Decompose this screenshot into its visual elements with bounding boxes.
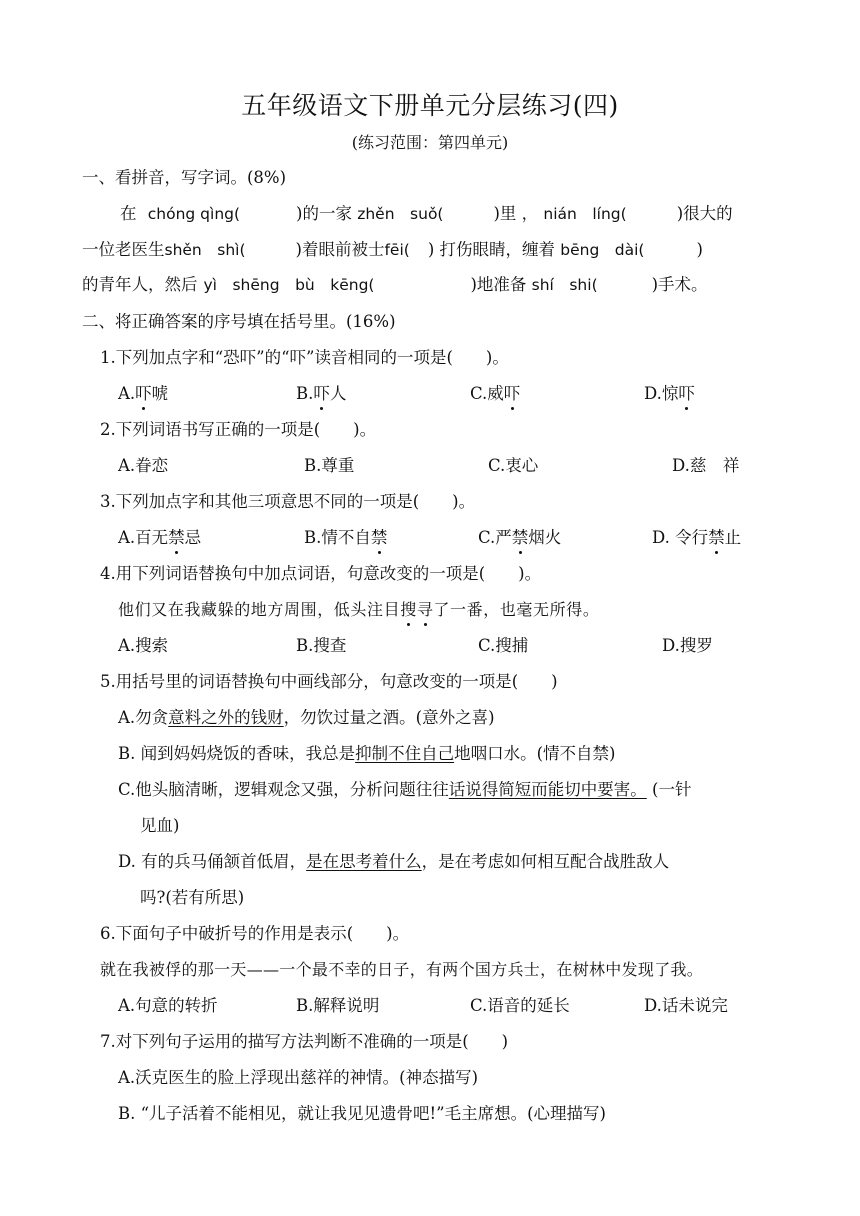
pinyin-line-1: 在 chóng qìng( )的一家 zhěn suǒ( )里 ， nián líng( )很大的	[120, 204, 733, 223]
question-2-option-c[interactable]: C.衷心	[488, 456, 539, 475]
question-5-option-d-continued: 吗?(若有所思)	[140, 888, 245, 907]
question-4-option-c[interactable]: C.搜捕	[478, 636, 529, 655]
question-1-option-a[interactable]: A.吓唬	[118, 384, 169, 403]
question-6-stem: 6.下面句子中破折号的作用是表示( )。	[100, 924, 410, 943]
question-1-option-d[interactable]: D.惊吓	[644, 384, 695, 403]
question-7-stem: 7.对下列句子运用的描写方法判断不准确的一项是( )	[100, 1032, 509, 1051]
page-title: 五年级语文下册单元分层练习(四)	[241, 91, 619, 120]
question-6-quote: 就在我被俘的那一天——一个最不幸的日子，有两个国方兵士，在树林中发现了我。	[100, 960, 704, 979]
question-1-stem: 1.下列加点字和“恐吓”的“吓”读音相同的一项是( )。	[100, 348, 509, 367]
question-1-option-b[interactable]: B.吓人	[296, 384, 347, 403]
question-5-option-a[interactable]: A.勿贪意料之外的钱财，勿饮过量之酒。(意外之喜)	[118, 708, 495, 727]
question-5-option-c[interactable]: C.他头脑清晰，逻辑观念又强，分析问题往往话说得简短而能切中要害。 (一针	[118, 780, 692, 799]
question-5-option-b[interactable]: B. 闻到妈妈烧饭的香味，我总是抑制不住自己地咽口水。(情不自禁)	[118, 744, 616, 763]
question-2-option-b[interactable]: B.尊重	[304, 456, 355, 475]
question-2-stem: 2.下列词语书写正确的一项是( )。	[100, 420, 377, 439]
question-4-option-b[interactable]: B.搜查	[296, 636, 347, 655]
question-3-stem: 3.下列加点字和其他三项意思不同的一项是( )。	[100, 492, 476, 511]
section2-heading: 二、将正确答案的序号填在括号里。(16%)	[82, 312, 396, 331]
question-4-quote: 他们又在我藏躲的地方周围，低头注目搜寻了一番，也毫无所得。	[118, 600, 600, 619]
question-7-option-a[interactable]: A.沃克医生的脸上浮现出慈祥的神情。(神态描写)	[118, 1068, 479, 1087]
question-4-option-d[interactable]: D.搜罗	[662, 636, 713, 655]
question-4-option-a[interactable]: A.搜索	[118, 636, 169, 655]
question-5-option-c-continued: 见血)	[140, 816, 180, 835]
question-6-option-b[interactable]: B.解释说明	[296, 996, 380, 1015]
question-3-option-d[interactable]: D. 令行禁止	[652, 528, 742, 547]
question-4-stem: 4.用下列词语替换句中加点词语，句意改变的一项是( )。	[100, 564, 542, 583]
question-5-option-d[interactable]: D. 有的兵马俑颔首低眉，是在思考着什么，是在考虑如何相互配合战胜敌人	[118, 852, 670, 871]
question-3-option-b[interactable]: B.情不自禁	[304, 528, 388, 547]
page-subtitle: (练习范围：第四单元)	[351, 133, 509, 152]
question-3-option-a[interactable]: A.百无禁忌	[118, 528, 202, 547]
question-2-option-d[interactable]: D.慈 祥	[672, 456, 740, 475]
question-2-option-a[interactable]: A.眷恋	[118, 456, 169, 475]
section1-heading: 一、看拼音，写字词。(8%)	[82, 168, 287, 187]
pinyin-line-2: 一位老医生shěn shì( )着眼前被士fēi( ) 打伤眼睛，缠着 bēng dài( )	[82, 240, 703, 259]
question-1-option-c[interactable]: C.威吓	[470, 384, 521, 403]
question-5-stem: 5.用括号里的词语替换句中画线部分，句意改变的一项是( )	[100, 672, 558, 691]
question-6-option-c[interactable]: C.语音的延长	[470, 996, 570, 1015]
question-3-option-c[interactable]: C.严禁烟火	[478, 528, 562, 547]
question-6-option-a[interactable]: A.句意的转折	[118, 996, 218, 1015]
question-6-option-d[interactable]: D.话未说完	[644, 996, 728, 1015]
question-7-option-b[interactable]: B. “儿子活着不能相见，就让我见见遗骨吧!”毛主席想。(心理描写)	[118, 1104, 606, 1123]
pinyin-line-3: 的青年人，然后 yì shēng bù kēng( )地准备 shí shi( )手术。	[82, 275, 708, 294]
